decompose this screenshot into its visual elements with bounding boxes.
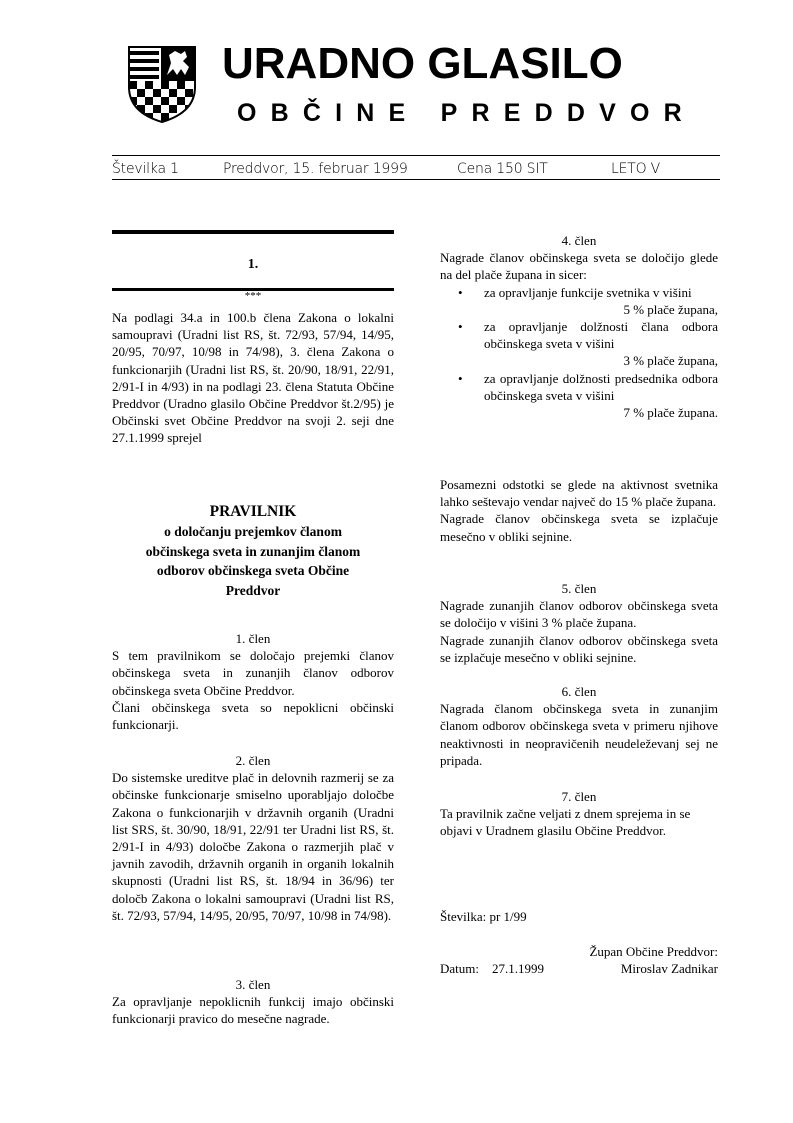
preamble-paragraph: Na podlagi 34.a in 100.b člena Zakona o lokalni samoupravi (Uradni list RS, št. 72/93, 57/94, 14/95, 20/95, 70/97, 10/98 in 74/98), 3. člena Zakona o funkcionarjih (Uradni list RS, št. 20/90, 18/91, 22/91, 2/91-I in 4/93) in na podlagi 23. člena Statuta Občine Preddvor (Uradno glasilo Občine Preddvor št.2/95) je Občinski svet Občine Preddvor na svoji 2. seji dne 27.1.1999 sprejel (112, 310, 394, 446)
list-item-amount: 5 % plače župana, (623, 301, 718, 317)
article-paragraph: Za opravljanje nepoklicnih funkcij imajo občinski funkcionarji pravico do mesečne nagrade. (112, 994, 394, 1027)
page-title: URADNO GLASILO (222, 39, 623, 88)
regulation-subtitle: o določanju prejemkov članom občinskega sveta in zunanjim članom odborov občinskega sveta Občine Preddvor (145, 524, 361, 598)
bullet-icon: • (458, 370, 463, 386)
bullet-icon: • (458, 319, 463, 335)
bullet-icon: • (458, 284, 463, 300)
issue-year: LETO V (611, 161, 661, 177)
article-paragraph: Nagrade zunanjih članov odborov občinskega sveta se določijo v višini 3 % plače župana. (440, 598, 718, 631)
header-divider-bottom (112, 179, 720, 180)
article-paragraph: Člani občinskega sveta so nepoklicni občinski funkcionarji. (112, 699, 394, 733)
article-7 (440, 788, 718, 840)
article-3 (112, 976, 394, 1028)
document-date: Datum: 27.1.1999 (440, 961, 544, 977)
signature-block (440, 943, 718, 977)
article-heading: 7. člen (561, 789, 597, 804)
article-paragraph: Nagrade zunanjih članov odborov občinskega sveta se izplačuje mesečno v obliki sejnine. (440, 632, 718, 665)
list-item-text: za opravljanje funkcije svetnika v višini (484, 284, 692, 300)
remuneration-list (440, 284, 718, 422)
list-item-text: za opravljanje dolžnosti predsednika odbora občinskega sveta v višini (484, 370, 718, 403)
article-heading: 1. člen (235, 631, 271, 646)
list-item-text: za opravljanje dolžnosti člana odbora občinskega sveta v višini (484, 319, 718, 352)
article-2 (112, 752, 394, 924)
article-paragraph: Nagrade članov občinskega sveta se določijo glede na del plače župana in sicer: (440, 250, 718, 283)
article-paragraph: S tem pravilnikom se določajo prejemki članov občinskega sveta in zunanjih članov odborov občinskega sveta Občine Preddvor. (112, 648, 394, 698)
article-6 (440, 683, 718, 769)
doc-number: 1. (247, 257, 259, 272)
article-paragraph: Nagrada članom občinskega sveta in zunanjim članom odborov občinskega sveta v primeru njihove neaktivnosti in neopravičenih neudeleževanj sej ne pripada. (440, 701, 718, 768)
article-heading: 2. člen (235, 753, 271, 768)
article-5 (440, 580, 718, 666)
header-divider-top (112, 155, 720, 156)
article-1 (112, 630, 394, 733)
article-paragraph: Posamezni odstotki se glede na aktivnost svetnika lahko seštevajo vendar največ do 15 % plače župana. (440, 477, 718, 510)
doc-rule-top (112, 230, 394, 234)
page-subtitle: OBČINE PREDDVOR (237, 99, 696, 127)
regulation-title: PRAVILNIK (209, 503, 297, 520)
list-item (440, 318, 718, 370)
issue-place-date: Preddvor, 15. februar 1999 (223, 161, 408, 177)
list-item (440, 284, 718, 318)
issue-price: Cena 150 SIT (457, 161, 548, 177)
list-item-amount: 7 % plače župana. (623, 405, 718, 421)
signature-title: Župan Občine Preddvor: (589, 944, 718, 959)
article-heading: 5. člen (561, 581, 597, 596)
list-item (440, 370, 718, 422)
article-paragraph: Do sistemske ureditve plač in delovnih razmerij se za občinske funkcionarje smiselno uporabljajo določbe Zakona o funkcionarjih v državnih organih (Uradni list SRS, št. 30/90, 18/91, 22/91 ter Uradni list RS, št. 2/91-I in 4/93) določbe Zakona o razmerjih plač v javnih zavodih, državnih organih in organih lokalnih skupnosti (Uradni list RS, št. 18/94 in 36/96) ter določb Zakona o lokalni samoupravi (Uradni list RS, št. 72/93, 57/94, 14/95, 20/95, 70/97, 10/98 in 74/98). (112, 770, 394, 923)
article-heading: 3. člen (235, 977, 271, 992)
doc-separator-stars: *** (244, 290, 262, 302)
municipal-crest-icon (127, 45, 197, 123)
document-number: Številka: pr 1/99 (440, 909, 527, 925)
article-paragraph: Ta pravilnik začne veljati z dnem sprejema in se objavi v Uradnem glasilu Občine Preddvor. (440, 806, 691, 839)
article-4 (440, 232, 718, 421)
article-heading: 6. člen (561, 684, 597, 699)
article-4-continued (440, 476, 718, 545)
article-paragraph: Nagrade članov občinskega sveta se izplačuje mesečno v obliki sejnine. (440, 511, 718, 544)
article-heading: 4. člen (561, 233, 597, 248)
list-item-amount: 3 % plače župana, (623, 353, 718, 369)
issue-number: Številka 1 (112, 161, 179, 177)
signature-name: Miroslav Zadnikar (620, 961, 718, 977)
